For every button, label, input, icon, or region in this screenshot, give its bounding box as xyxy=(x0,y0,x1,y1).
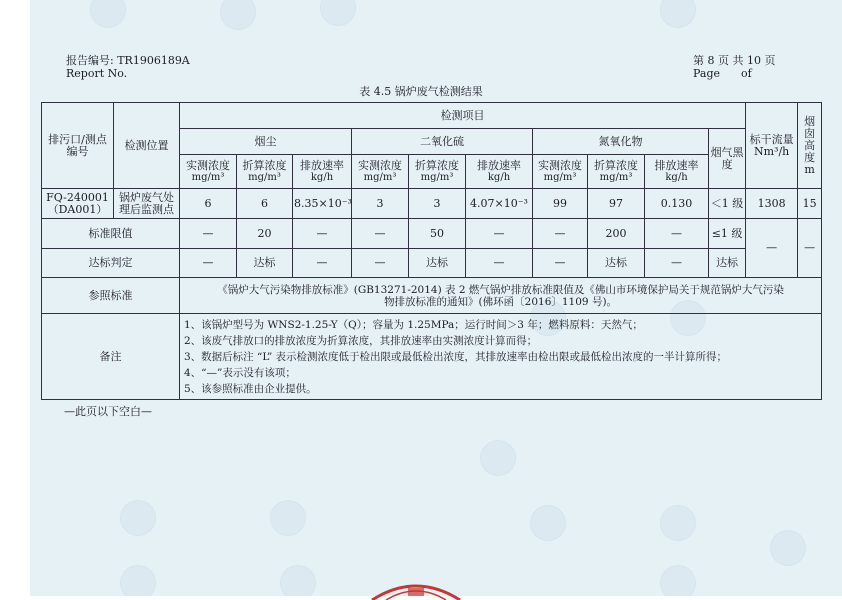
subheader-converted: 折算浓度 xyxy=(242,158,287,172)
table-row xyxy=(42,278,822,314)
header-outlet: 排污口/测点编号 xyxy=(42,103,114,189)
seal-stamp xyxy=(368,578,464,600)
judge-dust-rate: — xyxy=(293,249,352,278)
so2-rate: 4.07×10⁻³ xyxy=(466,189,533,219)
limit-nox-measured: — xyxy=(533,219,588,249)
judge-blackness: 达标 xyxy=(709,249,746,278)
subheader-rate: 排放速率 xyxy=(654,158,699,172)
emission-results-table xyxy=(41,102,822,400)
watermark-logo xyxy=(120,565,156,596)
location-text: 理后监测点 xyxy=(119,202,174,216)
nox-converted: 97 xyxy=(588,189,645,219)
limit-dust-measured: — xyxy=(180,219,237,249)
notes-label: 备注 xyxy=(42,314,180,400)
outlet-id-alt: （DA001） xyxy=(47,202,108,216)
note-item: 1、该锅炉型号为 WNS2-1.25-Y（Q）；容量为 1.25MPa；运行时间＞3 年；燃料原料：天然气； xyxy=(184,318,643,331)
blank-page-note: —此页以下空白— xyxy=(64,405,152,418)
unit-conc: mg/m³ xyxy=(543,171,577,183)
unit-conc: mg/m³ xyxy=(248,171,281,183)
header-blackness: 烟气黑度 xyxy=(709,129,746,189)
nox-rate: 0.130 xyxy=(645,189,709,219)
judge-label: 达标判定 xyxy=(42,249,180,278)
limit-nox-converted: 200 xyxy=(588,219,645,249)
height-value: 15 xyxy=(798,189,822,219)
watermark-logo xyxy=(660,565,696,596)
limit-dust-rate: — xyxy=(293,219,352,249)
table-row xyxy=(42,314,822,400)
reference-text: 《锅炉大气污染物排放标准》(GB13271-2014) 表 2 燃气锅炉排放标准限值及《佛山市环境保护局关于规范锅炉大气污染 xyxy=(217,283,784,296)
judge-dust-measured: — xyxy=(180,249,237,278)
outlet-id: FQ-240001 xyxy=(46,190,109,204)
watermark-logo xyxy=(320,0,356,26)
watermark-logo xyxy=(90,0,126,28)
watermark-logo xyxy=(530,505,566,541)
watermark-logo xyxy=(660,505,696,541)
note-item: 4、“—”表示没有该项； xyxy=(184,366,296,379)
limit-nox-rate: — xyxy=(645,219,709,249)
flow-value: 1308 xyxy=(746,189,798,219)
limit-so2-measured: — xyxy=(352,219,409,249)
limit-flow: — xyxy=(746,219,798,278)
watermark-logo xyxy=(220,0,256,30)
reference-text: 物排放标准的通知》(佛环函〔2016〕1109 号)。 xyxy=(384,295,618,308)
judge-nox-converted: 达标 xyxy=(588,249,645,278)
subheader-measured: 实测浓度 xyxy=(538,158,582,172)
note-item: 3、数据后标注 “L” 表示检测浓度低于检出限或最低检出浓度，其排放速率由检出限或最低检出浓度的一半计算所得； xyxy=(184,350,728,363)
header-nox: 氮氧化物 xyxy=(533,129,709,155)
note-item: 2、该废气排放口的排放浓度为折算浓度，其排放速率由实测浓度计算而得； xyxy=(184,334,538,347)
subheader-rate: 排放速率 xyxy=(300,158,344,172)
unit-conc: mg/m³ xyxy=(191,171,225,183)
page-number: 第 8 页 共 10 页 xyxy=(693,54,776,67)
reference-label: 参照标准 xyxy=(42,278,180,314)
page-label-en: Page xyxy=(693,67,721,80)
limit-blackness: ≤1 级 xyxy=(709,219,746,249)
table-row xyxy=(42,249,822,278)
table-row xyxy=(42,189,822,219)
limit-label: 标准限值 xyxy=(42,219,180,249)
judge-nox-measured: — xyxy=(533,249,588,278)
unit-rate: kg/h xyxy=(310,171,334,183)
unit-conc: mg/m³ xyxy=(599,171,633,183)
unit-conc: mg/m³ xyxy=(363,171,397,183)
unit-rate: kg/h xyxy=(487,171,511,183)
table-title: 表 4.5 锅炉废气检测结果 xyxy=(359,85,483,98)
page-of-en: of xyxy=(741,67,752,80)
judge-so2-converted: 达标 xyxy=(409,249,466,278)
watermark-logo xyxy=(660,0,696,28)
report-number: 报告编号: TR1906189A xyxy=(66,54,190,67)
limit-so2-converted: 50 xyxy=(409,219,466,249)
header-flow: 标干流量Nm³/h xyxy=(746,103,798,189)
subheader-converted: 折算浓度 xyxy=(415,158,459,172)
so2-converted: 3 xyxy=(409,189,466,219)
report-number-en: Report No. xyxy=(66,67,128,80)
judge-so2-measured: — xyxy=(352,249,409,278)
header-so2: 二氧化硫 xyxy=(352,129,533,155)
watermark-logo xyxy=(270,500,306,536)
header-dust: 烟尘 xyxy=(180,129,352,155)
watermark-logo xyxy=(120,500,156,536)
judge-so2-rate: — xyxy=(466,249,533,278)
limit-dust-converted: 20 xyxy=(237,219,293,249)
unit-conc: mg/m³ xyxy=(420,171,454,183)
so2-measured: 3 xyxy=(352,189,409,219)
table-row xyxy=(42,219,822,249)
judge-dust-converted: 达标 xyxy=(237,249,293,278)
watermark-logo xyxy=(280,565,316,596)
blackness-value: ＜1 级 xyxy=(709,189,746,219)
watermark-logo xyxy=(480,440,516,476)
subheader-measured: 实测浓度 xyxy=(186,158,230,172)
note-item: 5、该参照标准由企业提供。 xyxy=(184,382,317,395)
subheader-rate: 排放速率 xyxy=(477,158,521,172)
subheader-converted: 折算浓度 xyxy=(594,158,638,172)
header-test-items: 检测项目 xyxy=(180,103,746,129)
subheader-measured: 实测浓度 xyxy=(358,158,402,172)
limit-height: — xyxy=(798,219,822,278)
dust-measured: 6 xyxy=(180,189,237,219)
dust-converted: 6 xyxy=(237,189,293,219)
header-location: 检测位置 xyxy=(114,103,180,189)
watermark-logo xyxy=(770,530,806,566)
unit-rate: kg/h xyxy=(665,171,688,183)
header-height: 烟囱高度m xyxy=(798,103,822,189)
location-text: 锅炉废气处 xyxy=(119,190,174,204)
nox-measured: 99 xyxy=(533,189,588,219)
judge-nox-rate: — xyxy=(645,249,709,278)
limit-so2-rate: — xyxy=(466,219,533,249)
dust-rate: 8.35×10⁻³ xyxy=(293,189,352,219)
